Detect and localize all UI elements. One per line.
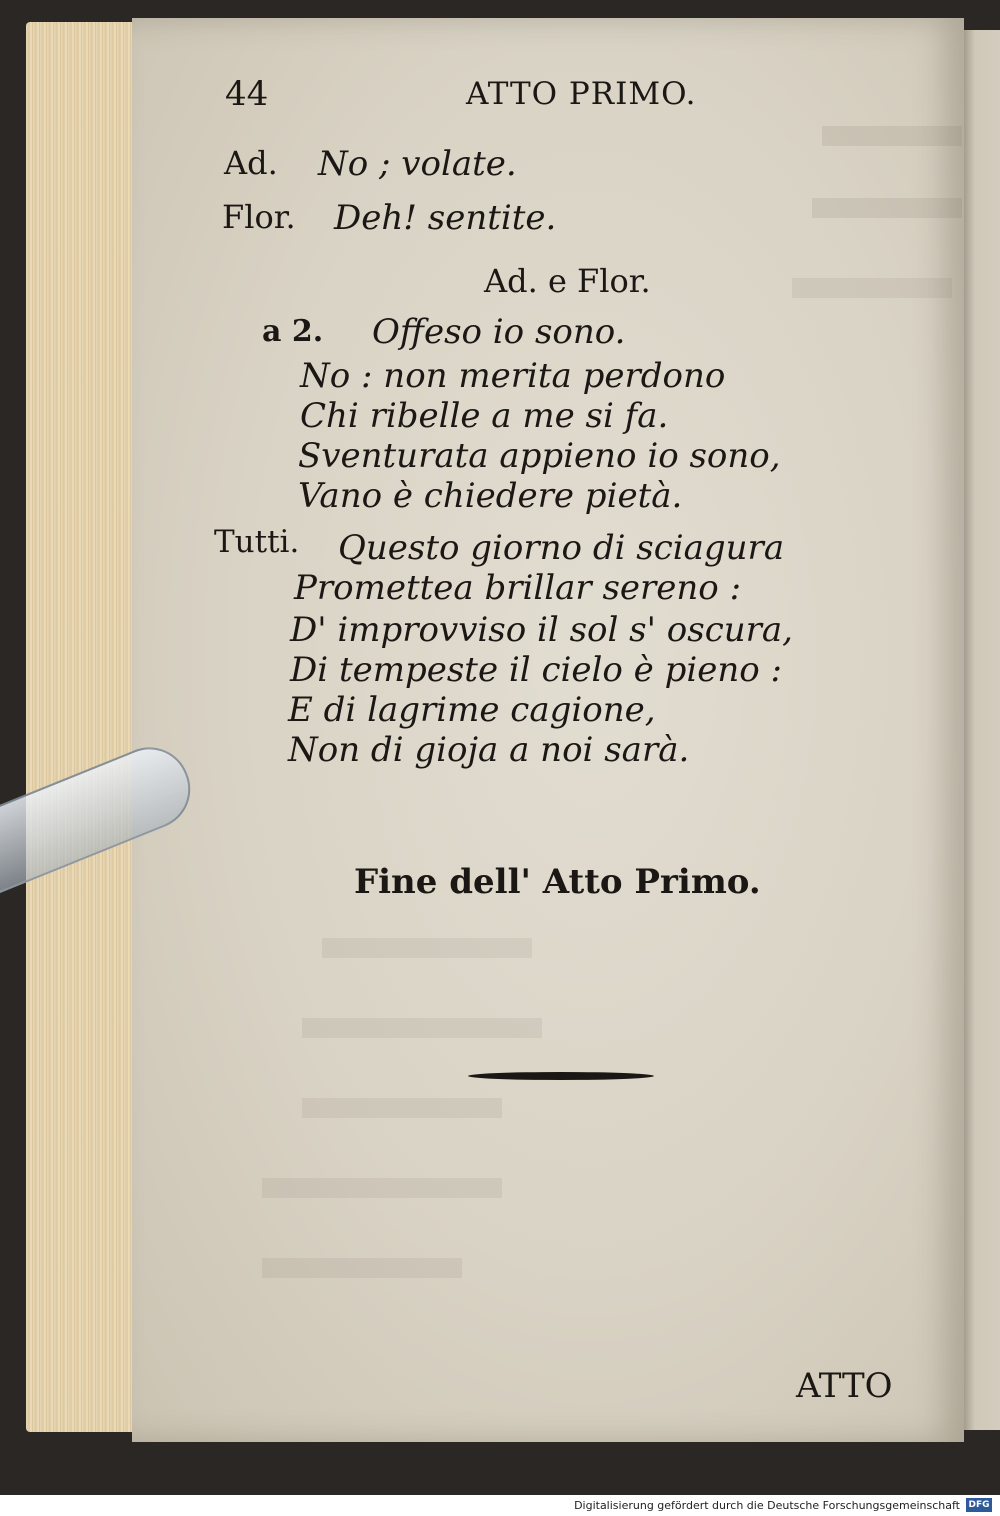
verse-line: Chi ribelle a me si fa. — [300, 396, 669, 436]
verse-line: Offeso io sono. — [372, 312, 626, 352]
catchword: ATTO — [796, 1366, 893, 1406]
speaker-label: Ad. — [224, 144, 278, 182]
page-block-edge — [26, 22, 142, 1432]
verse-line: Vano è chiedere pietà. — [298, 476, 683, 516]
running-title: ATTO PRIMO. — [466, 76, 697, 112]
dfg-logo: DFG — [966, 1498, 992, 1512]
speaker-heading: Ad. e Flor. — [484, 262, 651, 300]
verse-line: Questo giorno di sciagura — [338, 528, 785, 568]
verse-line: Promettea brillar sereno : — [294, 568, 742, 608]
verse-line: Sventurata appieno io sono, — [298, 436, 781, 476]
speaker-label: a 2. — [262, 314, 324, 349]
verse-line: No : non merita perdono — [300, 356, 726, 396]
speaker-label: Tutti. — [214, 524, 300, 560]
facing-page-edge — [958, 30, 1000, 1430]
speaker-label: Flor. — [222, 198, 296, 236]
footer-credit: Digitalisierung gefördert durch die Deutsche Forschungsgemeinschaft — [574, 1499, 960, 1512]
page-number: 44 — [225, 74, 269, 114]
verse-line: No ; volate. — [318, 144, 517, 184]
digitization-footer — [0, 1495, 1000, 1516]
verse-line: Deh! sentite. — [334, 198, 557, 238]
verse-line: Di tempeste il cielo è pieno : — [290, 650, 782, 690]
verse-line: E di lagrime cagione, — [288, 690, 656, 730]
verse-line: Non di gioja a noi sarà. — [288, 730, 690, 770]
decorative-rule — [468, 1072, 654, 1080]
end-of-act-heading: Fine dell' Atto Primo. — [354, 862, 761, 902]
verse-line: D' improvviso il sol s' oscura, — [290, 610, 793, 650]
